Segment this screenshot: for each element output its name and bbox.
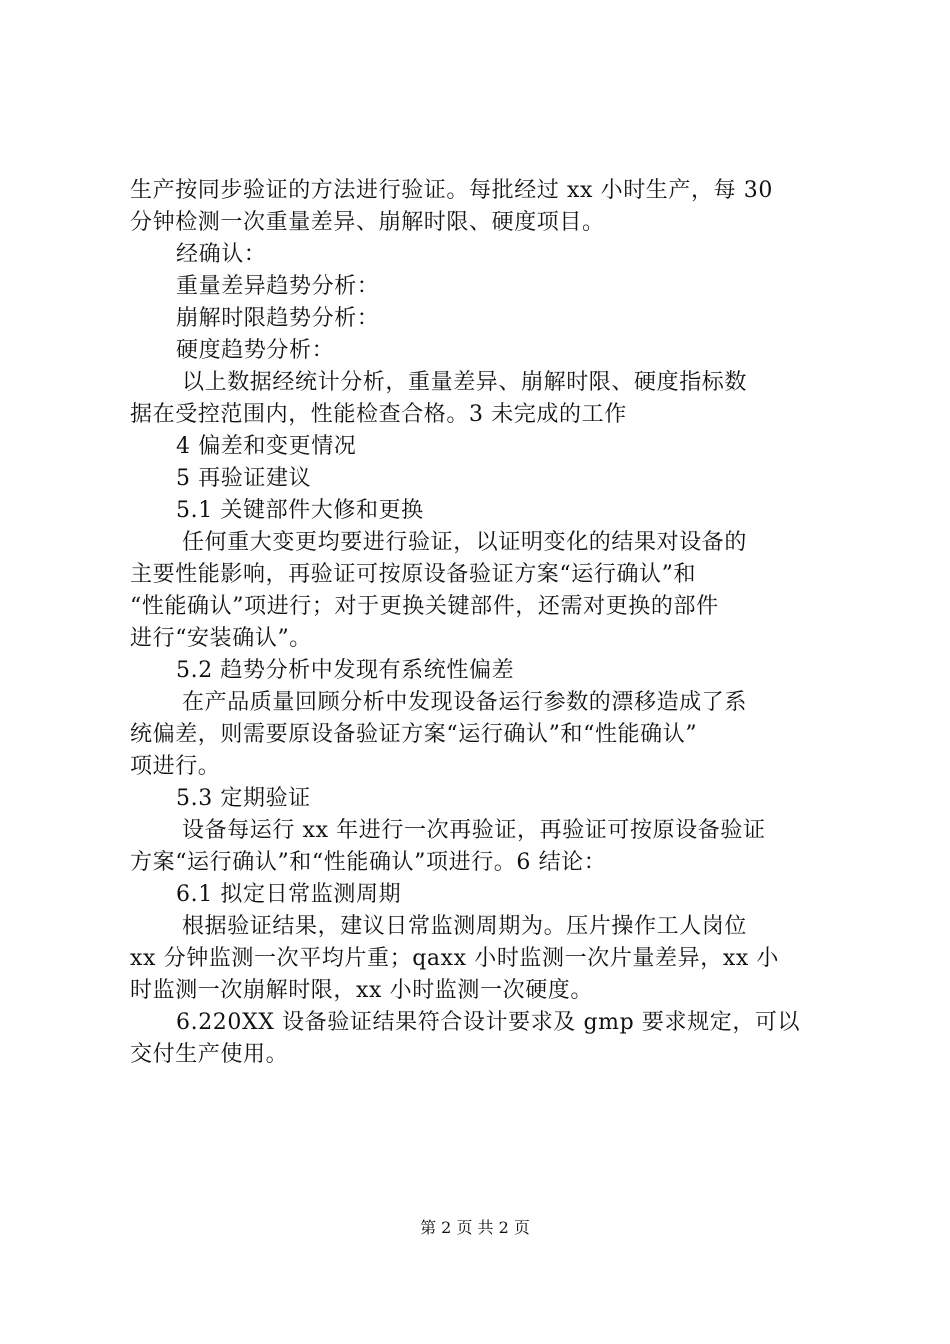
text-line: 设备每运行 xx 年进行一次再验证，再验证可按原设备验证 bbox=[182, 818, 766, 843]
subsection-heading: 6.1 拟定日常监测周期 bbox=[176, 882, 402, 907]
text-line: 项进行。 bbox=[130, 754, 221, 779]
subsection-heading: 5.1 关键部件大修和更换 bbox=[176, 498, 424, 523]
text-line: 重量差异趋势分析： bbox=[176, 274, 380, 299]
text-line: 时监测一次崩解时限，xx 小时监测一次硬度。 bbox=[130, 978, 594, 1003]
text-line: 据在受控范围内，性能检查合格。3 未完成的工作 bbox=[130, 402, 627, 427]
text-line: 硬度趋势分析： bbox=[176, 338, 335, 363]
subsection-heading: 5.2 趋势分析中发现有系统性偏差 bbox=[176, 658, 515, 683]
text-line: 6.220XX 设备验证结果符合设计要求及 gmp 要求规定，可以 bbox=[176, 1010, 801, 1035]
subsection-heading: 5.3 定期验证 bbox=[176, 786, 311, 811]
text-line: 统偏差，则需要原设备验证方案“运行确认”和“性能确认” bbox=[130, 722, 698, 747]
text-line: 以上数据经统计分析，重量差异、崩解时限、硬度指标数 bbox=[182, 370, 748, 395]
text-line: 主要性能影响，再验证可按原设备验证方案“运行确认”和 bbox=[130, 562, 697, 587]
document-body bbox=[130, 175, 830, 1071]
text-line: 根据验证结果，建议日常监测周期为。压片操作工人岗位 bbox=[182, 914, 748, 939]
text-line: 分钟检测一次重量差异、崩解时限、硬度项目。 bbox=[130, 210, 605, 235]
page-number-footer: 第 2 页 共 2 页 bbox=[420, 1218, 530, 1237]
text-line: 崩解时限趋势分析： bbox=[176, 306, 380, 331]
text-line: “性能确认”项进行；对于更换关键部件，还需对更换的部件 bbox=[130, 594, 719, 619]
text-line: 方案“运行确认”和“性能确认”项进行。6 结论： bbox=[130, 850, 607, 875]
text-line: 在产品质量回顾分析中发现设备运行参数的漂移造成了系 bbox=[182, 690, 748, 715]
text-line: 任何重大变更均要进行验证，以证明变化的结果对设备的 bbox=[182, 530, 748, 555]
section-heading: 4 偏差和变更情况 bbox=[176, 434, 357, 459]
section-heading: 5 再验证建议 bbox=[176, 466, 312, 491]
text-line: xx 分钟监测一次平均片重；qaxx 小时监测一次片量差异，xx 小 bbox=[130, 946, 780, 971]
text-line: 进行“安装确认”。 bbox=[130, 626, 312, 651]
text-line: 经确认： bbox=[176, 242, 267, 267]
text-line: 生产按同步验证的方法进行验证。每批经过 xx 小时生产，每 30 bbox=[130, 178, 773, 203]
text-line: 交付生产使用。 bbox=[130, 1042, 289, 1067]
